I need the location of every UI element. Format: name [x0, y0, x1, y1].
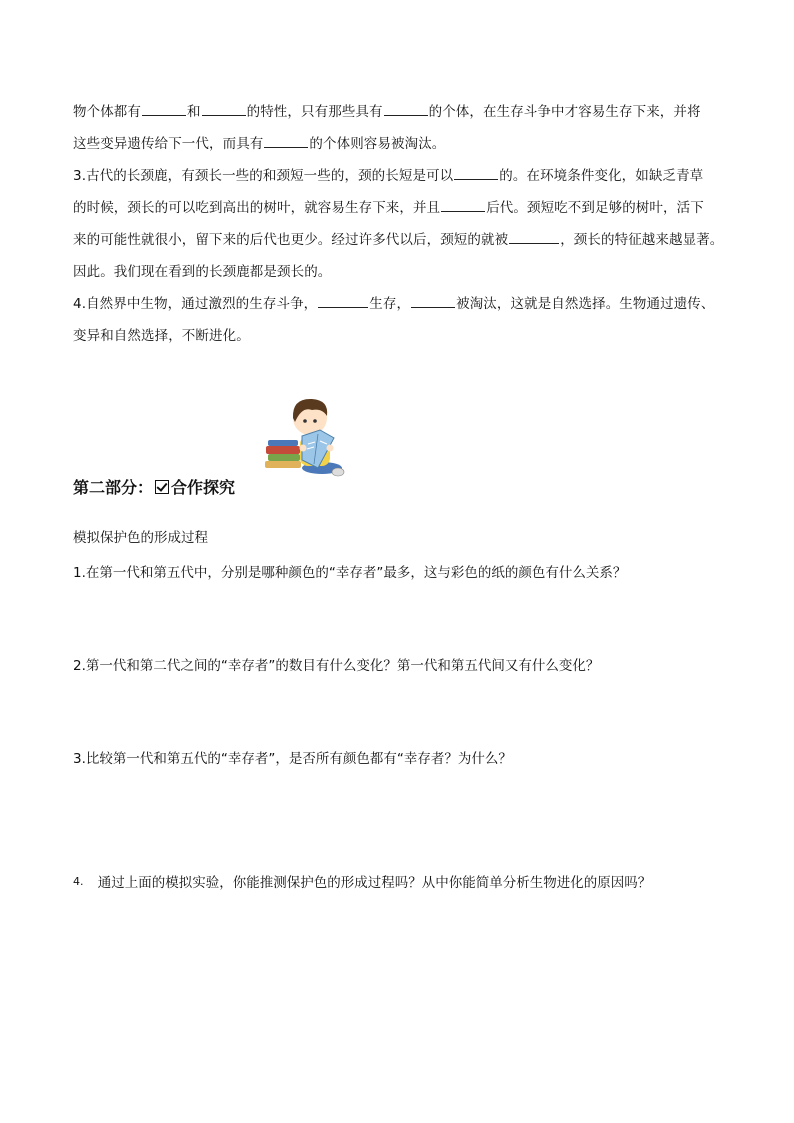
p3-line-3: 来的可能性就很小，留下来的后代也更少。经过许多代以后，颈短的就被 ，颈长的特征越来越显著。 — [73, 224, 733, 256]
fill-in-paragraph-3 — [73, 160, 733, 288]
answer-blank[interactable] — [454, 165, 498, 180]
answer-blank[interactable] — [264, 133, 308, 148]
fill-in-paragraph-2 — [73, 96, 733, 160]
section-title: 第二部分： 合作探究 — [73, 478, 236, 497]
p1-line-2: 这些变异遗传给下一代，而具有 的个体则容易被淘汰。 — [73, 128, 733, 160]
fill-in-paragraph-4 — [73, 288, 733, 352]
p3-line-1: 3.古代的长颈鹿，有颈长一些的和颈短一些的，颈的长短是可以 的。在环境条件变化，如缺乏青草 — [73, 160, 733, 192]
p3-line-4: 因此。我们现在看到的长颈鹿都是颈长的。 — [73, 264, 332, 280]
p4-line-2: 变异和自然选择，不断进化。 — [73, 328, 250, 344]
answer-blank[interactable] — [441, 197, 485, 212]
answer-blank[interactable] — [509, 229, 559, 244]
question-3: 3.比较第一代和第五代的“幸存者”，是否所有颜色都有“幸存者？为什么？ — [73, 751, 512, 767]
answer-blank[interactable] — [318, 293, 368, 308]
answer-blank[interactable] — [202, 101, 246, 116]
p1-line-1: 物个体都有 和 的特性，只有那些具有 的个体，在生存斗争中才容易生存下来，并将 — [73, 96, 733, 128]
question-2: 2.第一代和第二代之间的“幸存者”的数目有什么变化？第一代和第五代间又有什么变化？ — [73, 658, 600, 674]
section-subtitle: 模拟保护色的形成过程 — [73, 530, 208, 546]
answer-blank[interactable] — [384, 101, 428, 116]
p3-line-2: 的时候，颈长的可以吃到高出的树叶，就容易生存下来，并且 后代。颈短吃不到足够的树叶，活下 — [73, 192, 733, 224]
question-4-text: 通过上面的模拟实验，你能推测保护色的形成过程吗？从中你能简单分析生物进化的原因吗？ — [97, 875, 652, 891]
question-1: 1.在第一代和第五代中，分别是哪种颜色的“幸存者”最多，这与彩色的纸的颜色有什么关系？ — [73, 565, 627, 581]
answer-blank[interactable] — [142, 101, 186, 116]
question-4 — [73, 870, 651, 895]
reading-child-icon — [262, 388, 352, 478]
checkbox-checked-icon — [155, 480, 169, 494]
answer-blank[interactable] — [411, 293, 455, 308]
p4-line-1: 4.自然界中生物，通过激烈的生存斗争， 生存， 被淘汰，这就是自然选择。生物通过遗传、 — [73, 288, 733, 320]
question-4-number: 4. — [73, 875, 84, 888]
